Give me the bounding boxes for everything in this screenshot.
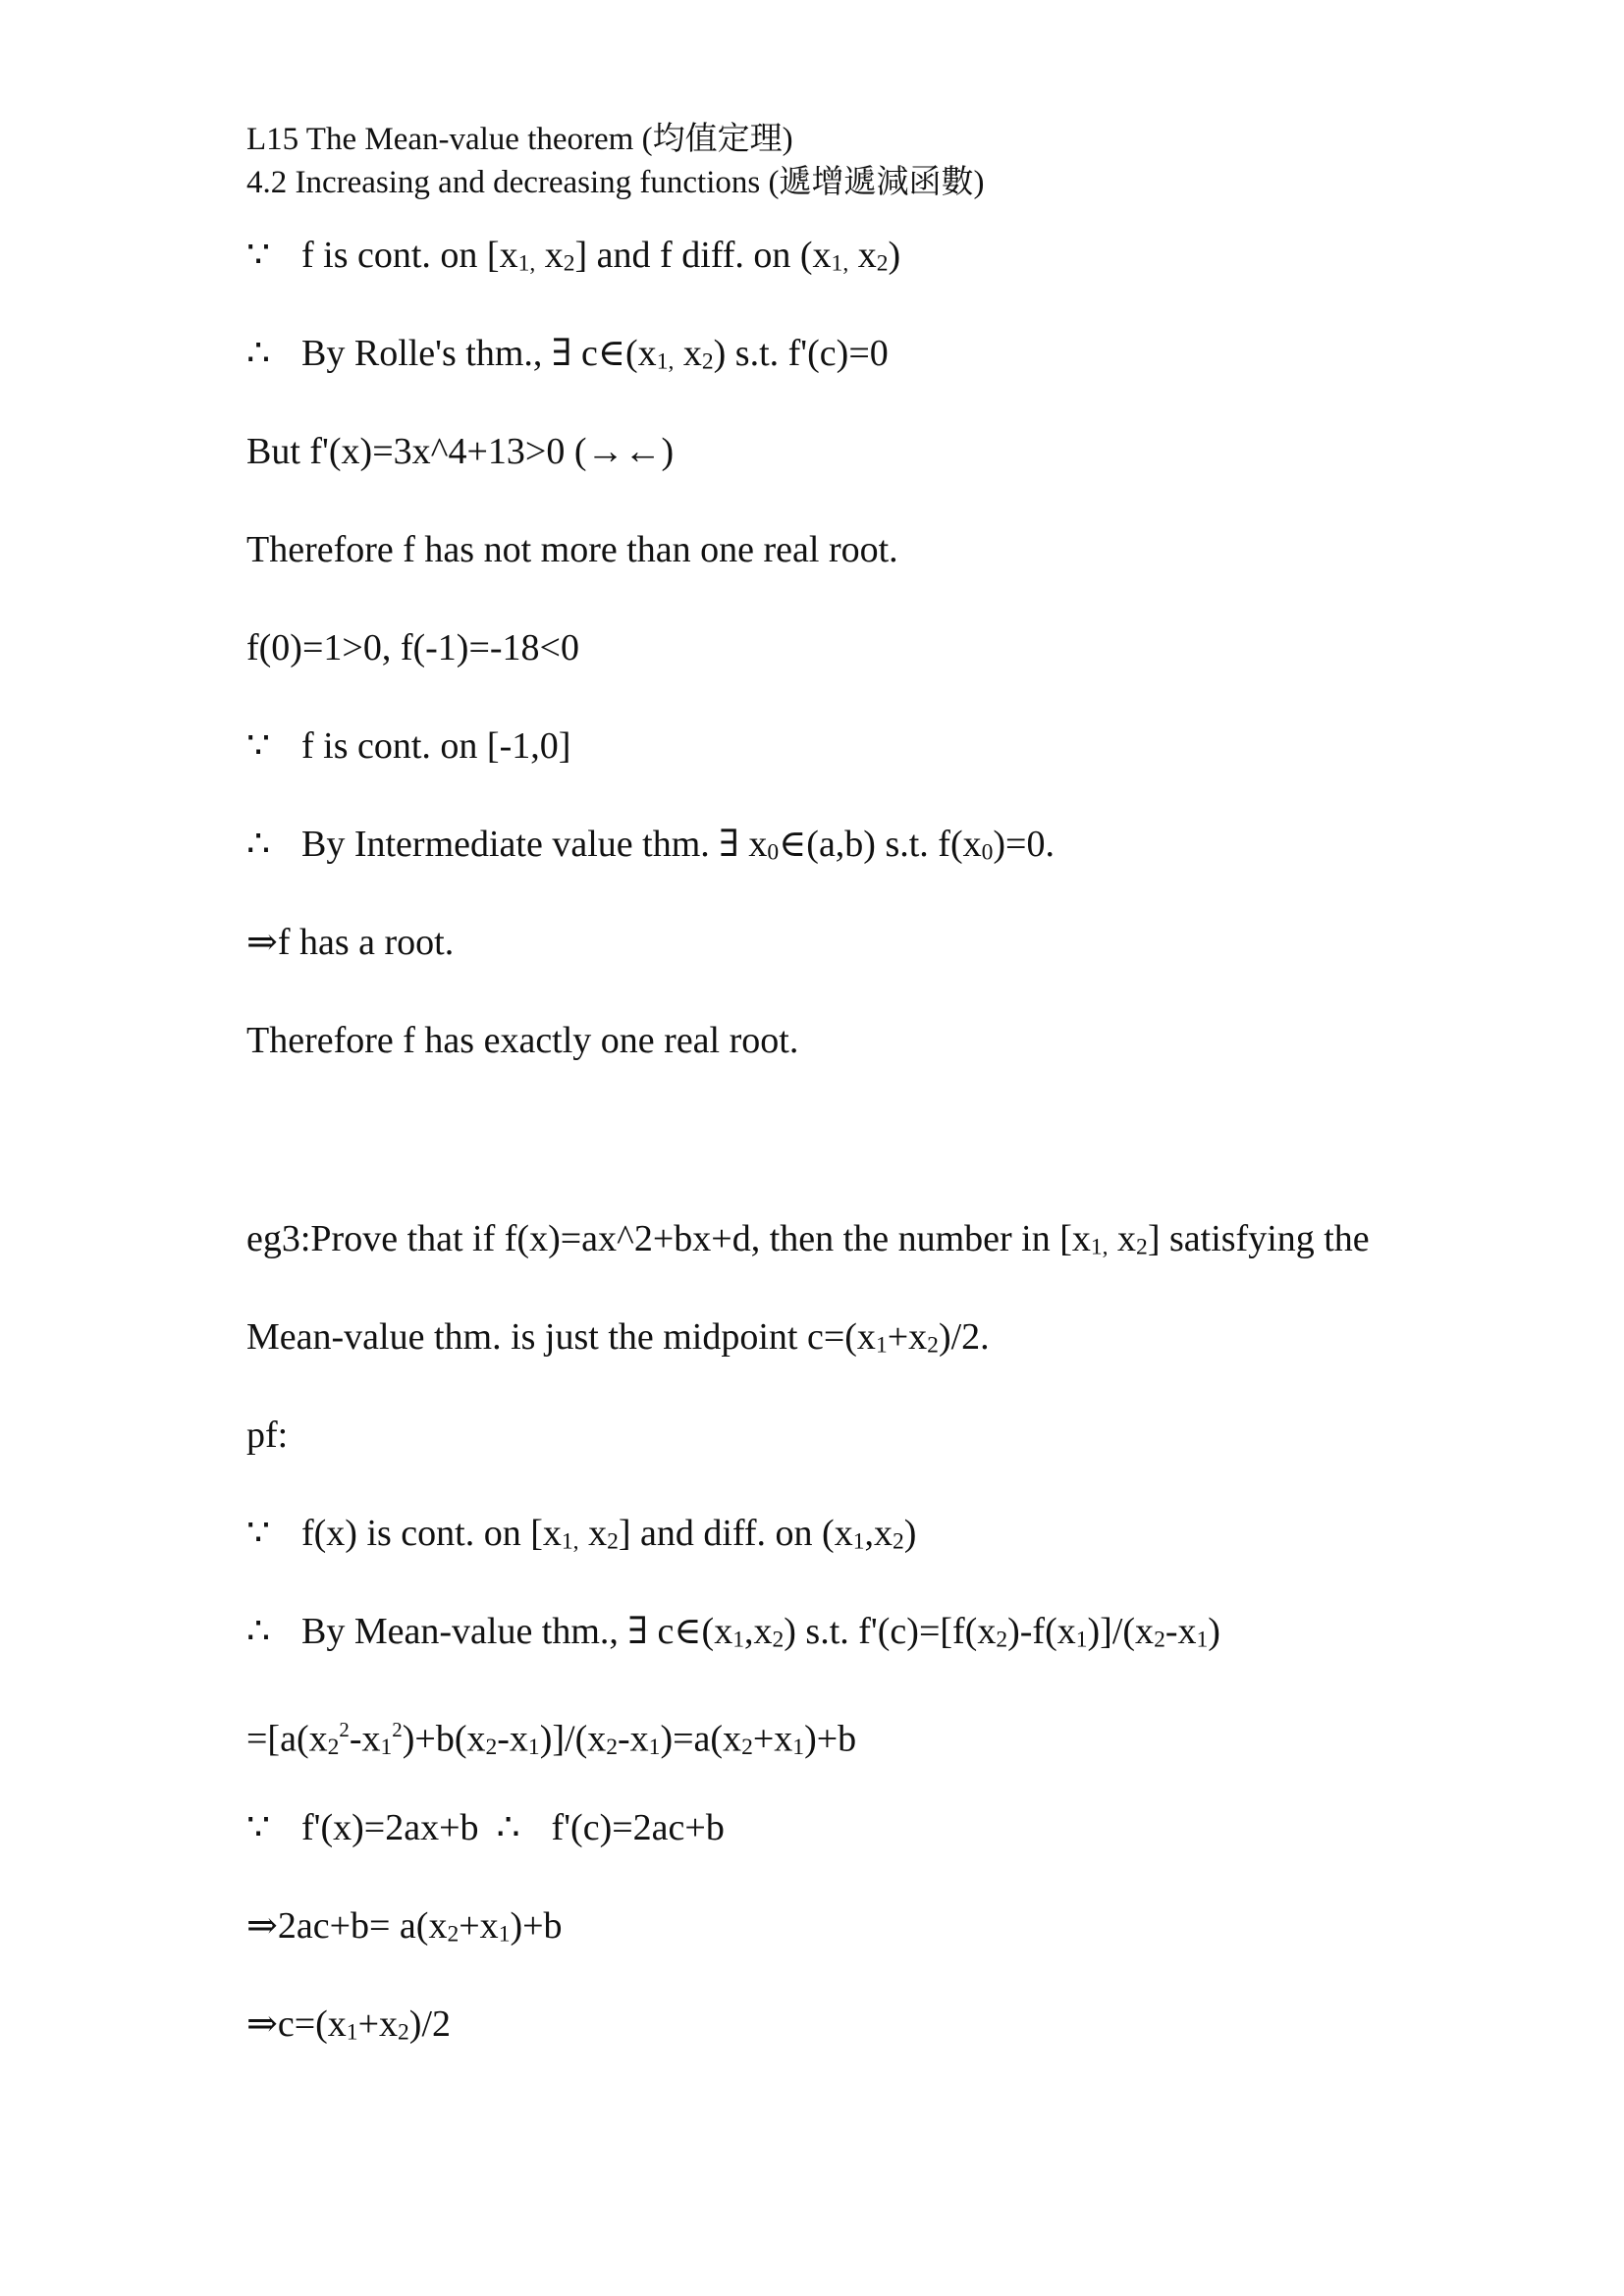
text-line-6: ∵ f is cont. on [-1,0] xyxy=(246,725,571,767)
section-title: 4.2 Increasing and decreasing functions (遞增遞減函數) xyxy=(246,165,985,200)
text-line-9: Therefore f has exactly one real root. xyxy=(246,1020,799,1061)
proof-line-1: ∵ f(x) is cont. on [$x_{1,}$ $x_2$] and diff. on $(x_1,x_2)$ xyxy=(246,1513,917,1555)
proof-label: pf: xyxy=(246,1415,289,1456)
text-line-3: But f'(x)=3x^4+13>0 (→←) xyxy=(246,431,675,472)
proof-conclusion: $\Rightarrow c=(x_1+x_2)/2$ xyxy=(246,2003,452,2046)
page-header xyxy=(246,118,984,204)
example-statement-line-1: eg3:Prove that if f(x)=ax^2+bx+d, then the number in [$x_{1,}$ $x_2$] satisfying the xyxy=(246,1218,1370,1260)
proof-line-3: $=[a(x_2^2-x_1^2)+b(x_2-x_1)]/(x_2-x_1)=a(x_2+x_1)+b$ xyxy=(246,1718,857,1761)
example-statement-line-2: Mean-value thm. is just the midpoint $c=(x_1+x_2)/2$. xyxy=(246,1316,990,1359)
text-line-5: f(0)=1>0, f(-1)=-18<0 xyxy=(246,627,579,668)
proof-line-5: ⇒2ac+b= $a(x_2+x_1)+b$ xyxy=(246,1905,563,1948)
text-line-8: ⇒f has a root. xyxy=(246,922,455,963)
proof-line-2: ∴ By Mean-value thm., ∃ $c\in(x_1,x_2)$ s.t. $f'(c)=[f(x_2)-f(x_1)]/(x_2-x_1)$ xyxy=(246,1611,1220,1653)
lecture-title: L15 The Mean-value theorem (均值定理) xyxy=(246,122,793,157)
proof-line-4: ∵ f'(x)=2ax+b ∴ f'(c)=2ac+b xyxy=(246,1807,725,1848)
text-line-4: Therefore f has not more than one real root. xyxy=(246,529,898,570)
text-line-1: ∵ f is cont. on [$x_{1,}$ $x_2$] and f diff. on ($x_{1,}$ $x_2$) xyxy=(246,235,901,277)
text-line-2: ∴ By Rolle's thm., ∃ $c\in(x_{1,}$ $x_2$) s.t. f'(c)=0 xyxy=(246,333,889,375)
text-line-7: ∴ By Intermediate value thm. ∃ $x_0\in(a,b)$ s.t. $f(x_0)=0$. xyxy=(246,824,1055,866)
